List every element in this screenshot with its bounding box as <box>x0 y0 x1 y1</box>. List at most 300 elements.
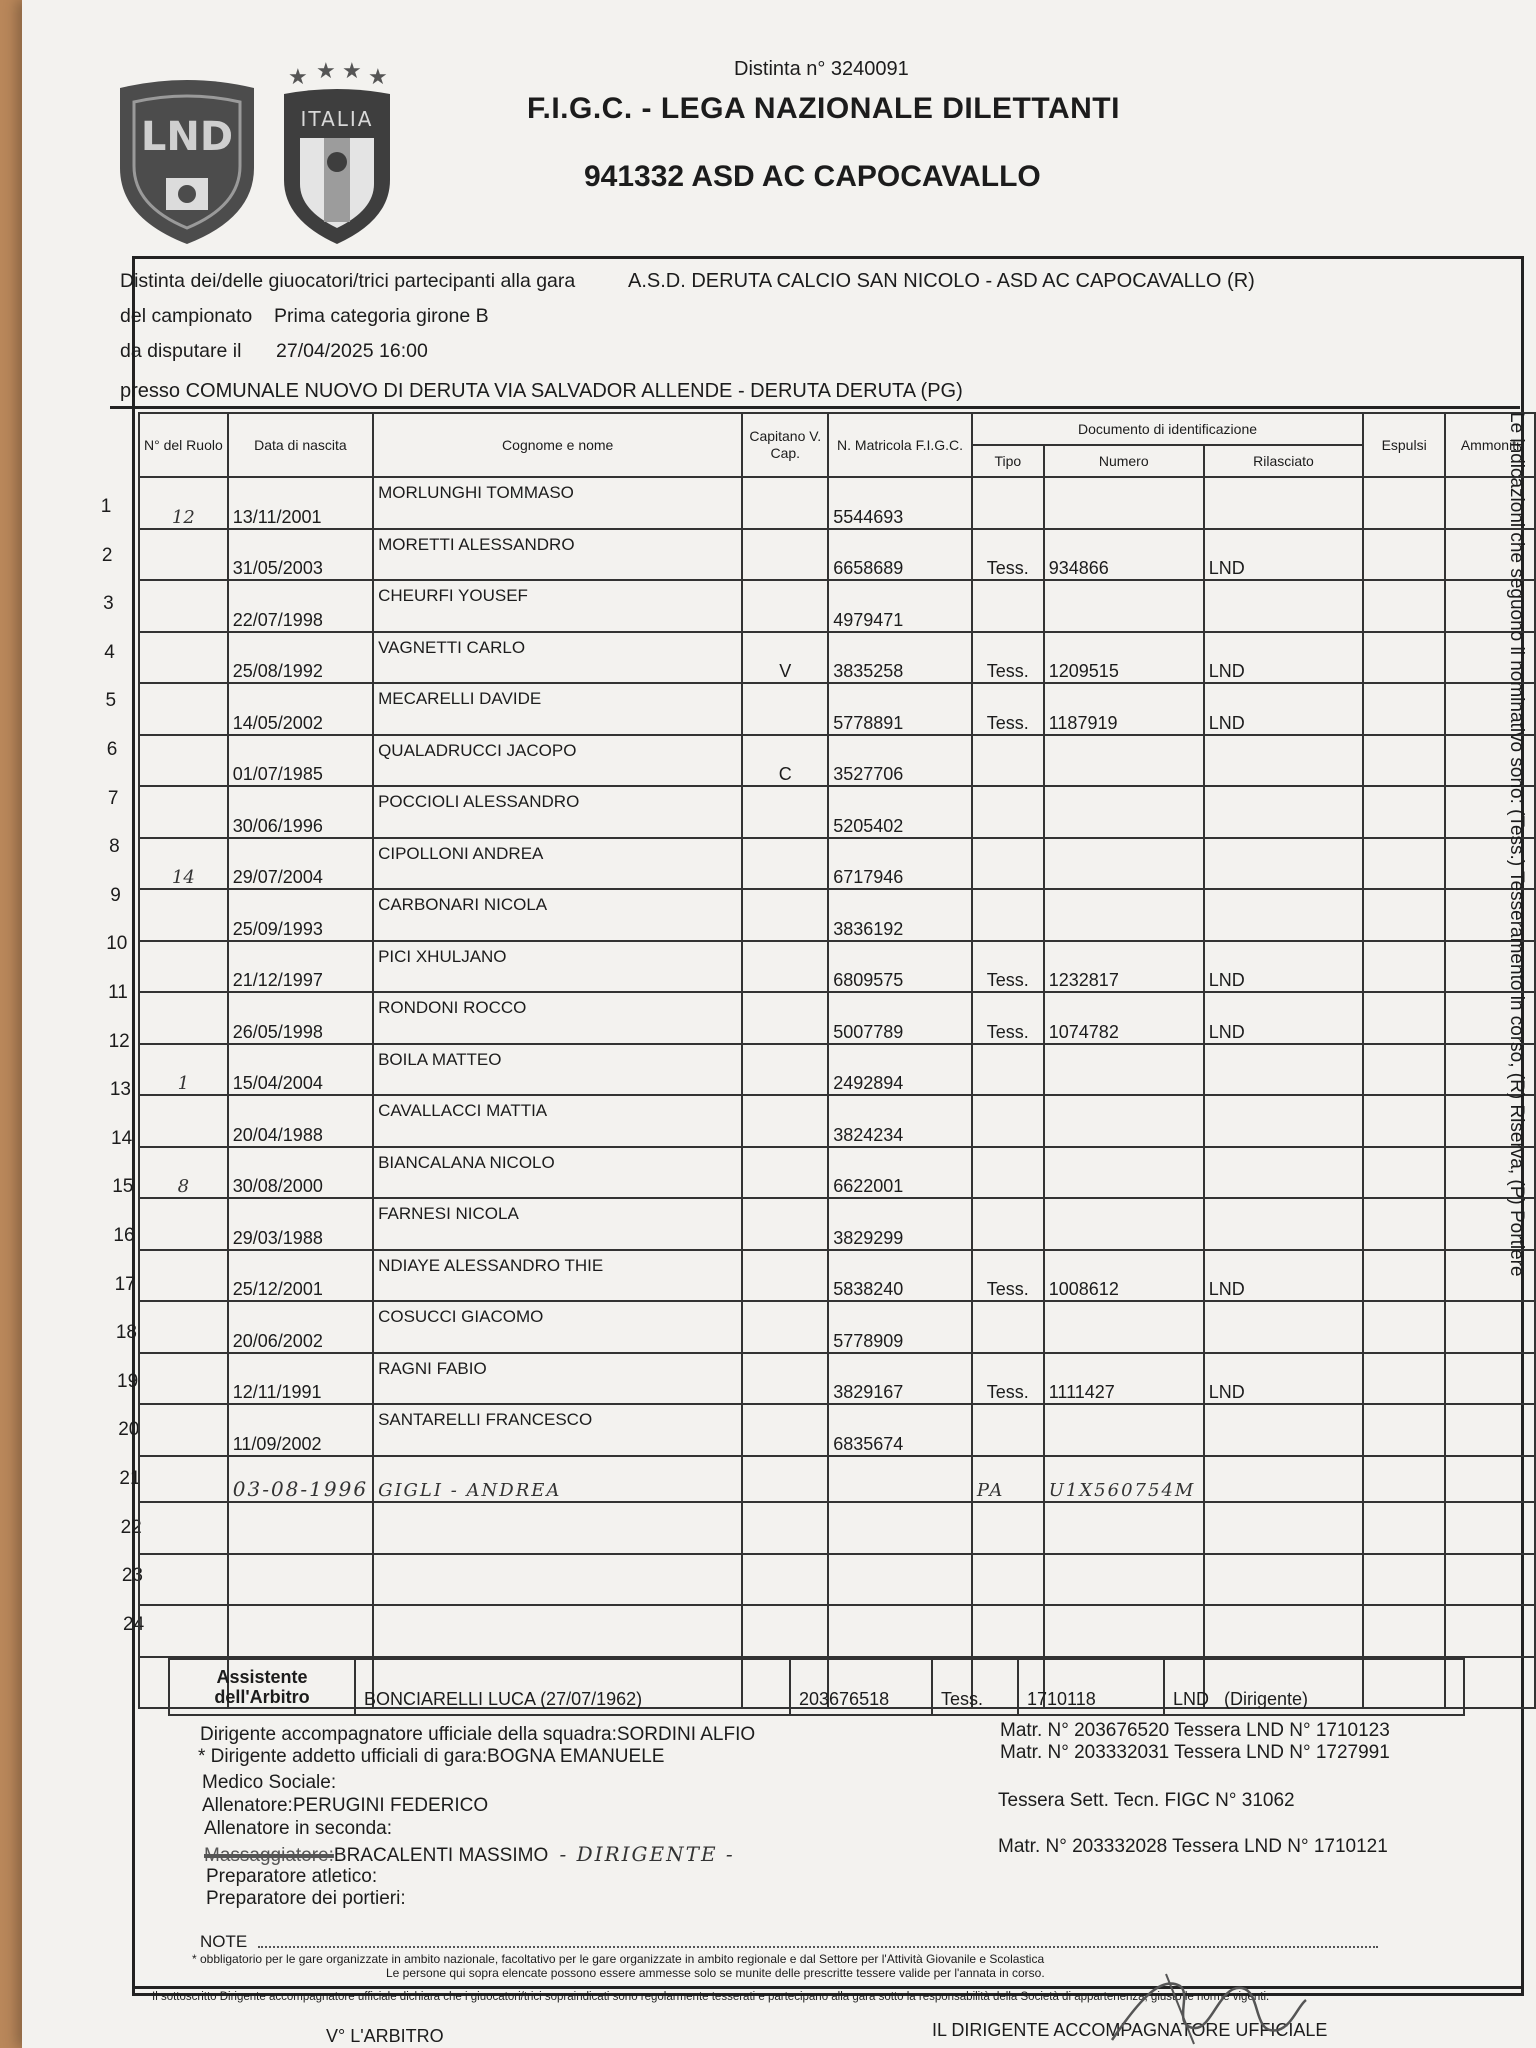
match-teams: A.S.D. DERUTA CALCIO SAN NICOLO - ASD AC CAPOCAVALLO (R) <box>628 270 1255 292</box>
info-divider <box>110 406 1520 409</box>
table-row <box>139 1250 1535 1302</box>
birth-cell: 31/05/2003 <box>228 529 373 581</box>
table-row <box>139 1095 1535 1147</box>
table-row <box>139 786 1535 838</box>
numero-cell <box>1044 1095 1204 1147</box>
espulsi-cell <box>1363 580 1445 632</box>
col-captain: Capitano V. Cap. <box>742 413 828 477</box>
table-row <box>139 992 1535 1044</box>
numero-cell: 1111427 <box>1044 1353 1204 1405</box>
espulsi-cell <box>1363 992 1445 1044</box>
matricola-cell <box>828 1502 972 1554</box>
tipo-cell: Tess. <box>972 632 1044 684</box>
col-ammoniti: Ammoniti <box>1445 413 1535 477</box>
rilasciato-cell <box>1204 1301 1364 1353</box>
tipo-cell <box>972 889 1044 941</box>
numero-cell <box>1044 1605 1204 1657</box>
referee-signature-label: V° L'ARBITRO <box>326 2026 444 2046</box>
rilasciato-cell <box>1204 1605 1364 1657</box>
captain-cell <box>742 1456 828 1503</box>
matricola-cell: 5205402 <box>828 786 972 838</box>
birth-cell <box>228 1605 373 1657</box>
role-cell <box>139 580 228 632</box>
name-cell: CIPOLLONI ANDREA <box>373 838 742 890</box>
matricola-cell: 6622001 <box>828 1147 972 1199</box>
espulsi-cell <box>1363 889 1445 941</box>
numero-cell <box>1044 786 1204 838</box>
tipo-cell <box>972 786 1044 838</box>
birth-cell: 03-08-1996 <box>228 1456 373 1503</box>
rilasciato-cell: LND <box>1204 529 1364 581</box>
matricola-cell: 2492894 <box>828 1044 972 1096</box>
rilasciato-cell: LND <box>1204 941 1364 993</box>
match-date: 27/04/2025 16:00 <box>276 340 428 362</box>
tipo-cell <box>972 1502 1044 1554</box>
birth-cell: 26/05/1998 <box>228 992 373 1044</box>
staff-official: Dirigente accompagnatore ufficiale della squadra:SORDINI ALFIO <box>200 1724 756 1745</box>
name-cell: PICI XHULJANO <box>373 941 742 993</box>
role-cell <box>139 1404 228 1456</box>
distinta-number: Distinta n° 3240091 <box>734 58 909 80</box>
tipo-cell <box>972 838 1044 890</box>
row-number: 8 <box>109 836 120 858</box>
lnd-logo-text: LND <box>140 114 234 160</box>
name-cell: FARNESI NICOLA <box>373 1198 742 1250</box>
captain-cell <box>742 1044 828 1096</box>
name-cell: MORETTI ALESSANDRO <box>373 529 742 581</box>
table-row <box>139 1554 1535 1606</box>
note-line <box>258 1946 1378 1948</box>
tipo-cell: Tess. <box>972 529 1044 581</box>
birth-cell: 14/05/2002 <box>228 683 373 735</box>
numero-cell: 934866 <box>1044 529 1204 581</box>
matricola-cell: 3836192 <box>828 889 972 941</box>
row-number: 18 <box>115 1322 137 1344</box>
row-number: 17 <box>114 1273 136 1295</box>
ammoniti-cell <box>1445 1404 1535 1456</box>
matricola-cell: 6658689 <box>828 529 972 581</box>
matricola-cell: 3527706 <box>828 735 972 787</box>
staff-preparatore-atletico: Preparatore atletico: <box>206 1866 378 1887</box>
staff-massaggiatore <box>204 1842 735 1867</box>
col-matricola: N. Matricola F.I.G.C. <box>828 413 972 477</box>
rilasciato-cell: LND <box>1204 683 1364 735</box>
captain-cell <box>742 786 828 838</box>
rilasciato-cell <box>1204 1198 1364 1250</box>
name-cell <box>373 1502 742 1554</box>
role-cell <box>139 1605 228 1657</box>
table-row <box>139 1605 1535 1657</box>
table-row <box>139 580 1535 632</box>
captain-cell <box>742 580 828 632</box>
name-cell <box>373 1554 742 1606</box>
row-number: 14 <box>111 1127 133 1149</box>
row-number: 16 <box>113 1225 135 1246</box>
role-cell <box>139 1456 228 1503</box>
table-row <box>139 1301 1535 1353</box>
championship-value: Prima categoria girone B <box>274 305 489 327</box>
role-cell <box>139 529 228 581</box>
staff-massaggiatore-ids: Matr. N° 203332028 Tessera LND N° 1710121 <box>998 1836 1388 1857</box>
row-number: 23 <box>121 1565 143 1587</box>
name-cell: VAGNETTI CARLO <box>373 632 742 684</box>
row-number: 7 <box>107 787 119 809</box>
ammoniti-cell <box>1445 1605 1535 1657</box>
document-title: F.I.G.C. - LEGA NAZIONALE DILETTANTI <box>527 92 1120 125</box>
espulsi-cell <box>1363 941 1445 993</box>
role-cell <box>139 683 228 735</box>
captain-cell <box>742 992 828 1044</box>
tipo-cell <box>972 1095 1044 1147</box>
birth-cell: 01/07/1985 <box>228 735 373 787</box>
staff-referee-liaison-ids: Matr. N° 203332031 Tessera LND N° 1727991 <box>1000 1742 1390 1763</box>
ammoniti-cell <box>1445 1301 1535 1353</box>
assistant-numero: 1710118 <box>1018 1659 1164 1715</box>
espulsi-cell <box>1363 1250 1445 1302</box>
row-number: 22 <box>120 1516 142 1538</box>
matricola-cell: 3824234 <box>828 1095 972 1147</box>
numero-cell: 1232817 <box>1044 941 1204 993</box>
table-row <box>139 1147 1535 1199</box>
birth-cell: 29/07/2004 <box>228 838 373 890</box>
name-cell: CAVALLACCI MATTIA <box>373 1095 742 1147</box>
birth-cell: 12/11/1991 <box>228 1353 373 1405</box>
captain-cell <box>742 889 828 941</box>
name-cell: COSUCCI GIACOMO <box>373 1301 742 1353</box>
numero-cell <box>1044 1198 1204 1250</box>
assistant-tipo: Tess. <box>932 1659 1018 1715</box>
ammoniti-cell <box>1445 1502 1535 1554</box>
row-number: 4 <box>104 641 115 663</box>
birth-cell: 20/04/1988 <box>228 1095 373 1147</box>
birth-cell: 25/09/1993 <box>228 889 373 941</box>
matricola-cell <box>828 1554 972 1606</box>
name-cell: NDIAYE ALESSANDRO THIE <box>373 1250 742 1302</box>
role-cell <box>139 1301 228 1353</box>
espulsi-cell <box>1363 1605 1445 1657</box>
name-cell: GIGLI - ANDREA <box>373 1456 742 1503</box>
footnote-declaration: Il sottoscritto Dirigente accompagnatore ufficiale dichiara che i giuocatori/trici sopraindicati sono regolarmente tesserati e partecipano alla gara sotto la responsabilità della Società di appartenenza, giusto le norme vigenti. <box>152 1991 1270 2003</box>
col-document: Documento di identificazione <box>972 413 1363 445</box>
rilasciato-cell <box>1204 1554 1364 1606</box>
captain-cell <box>742 683 828 735</box>
official-signature <box>1102 1966 1312 2048</box>
championship-label: del campionato <box>120 305 253 327</box>
captain-cell <box>742 1250 828 1302</box>
espulsi-cell <box>1363 1353 1445 1405</box>
espulsi-cell <box>1363 1147 1445 1199</box>
numero-cell: 1074782 <box>1044 992 1204 1044</box>
italia-logo-text: ITALIA <box>300 107 374 131</box>
match-venue: presso COMUNALE NUOVO DI DERUTA VIA SALVADOR ALLENDE - DERUTA DERUTA (PG) <box>120 380 963 402</box>
espulsi-cell <box>1363 1554 1445 1606</box>
tipo-cell <box>972 1554 1044 1606</box>
assistant-label: Assistente dell'Arbitro <box>169 1659 355 1715</box>
table-row <box>139 941 1535 993</box>
row-number: 15 <box>112 1176 134 1198</box>
numero-cell <box>1044 1404 1204 1456</box>
role-cell <box>139 992 228 1044</box>
row-number: 6 <box>106 739 118 760</box>
tipo-cell <box>972 1301 1044 1353</box>
table-row <box>139 683 1535 735</box>
col-role: N° del Ruolo <box>139 413 228 477</box>
numero-cell <box>1044 889 1204 941</box>
matricola-cell <box>828 1605 972 1657</box>
tipo-cell: Tess. <box>972 992 1044 1044</box>
espulsi-cell <box>1363 683 1445 735</box>
staff-medico: Medico Sociale: <box>202 1772 337 1793</box>
col-rilasciato: Rilasciato <box>1204 445 1364 477</box>
birth-cell: 15/04/2004 <box>228 1044 373 1096</box>
name-cell: CARBONARI NICOLA <box>373 889 742 941</box>
staff-official-ids: Matr. N° 203676520 Tessera LND N° 1710123 <box>1000 1720 1390 1741</box>
matricola-cell: 5778891 <box>828 683 972 735</box>
col-birth: Data di nascita <box>228 413 373 477</box>
captain-cell: V <box>742 632 828 684</box>
row-number: 24 <box>123 1613 145 1635</box>
row-number: 3 <box>103 593 114 615</box>
captain-cell <box>742 838 828 890</box>
matricola-cell: 3829167 <box>828 1353 972 1405</box>
row-number: 2 <box>101 544 113 566</box>
matricola-cell: 3835258 <box>828 632 972 684</box>
players-label: Distinta dei/delle giuocatori/trici partecipanti alla gara <box>120 270 576 292</box>
table-row <box>139 889 1535 941</box>
svg-text:★: ★ <box>368 65 388 90</box>
role-cell <box>139 1250 228 1302</box>
rilasciato-cell <box>1204 786 1364 838</box>
rilasciato-cell <box>1204 1502 1364 1554</box>
staff-allenatore: Allenatore:PERUGINI FEDERICO <box>202 1795 489 1816</box>
staff-allenatore-ids: Tessera Sett. Tecn. FIGC N° 31062 <box>998 1790 1295 1811</box>
captain-cell <box>742 529 828 581</box>
col-numero: Numero <box>1044 445 1204 477</box>
espulsi-cell <box>1363 1301 1445 1353</box>
birth-cell: 25/08/1992 <box>228 632 373 684</box>
numero-cell <box>1044 838 1204 890</box>
table-row <box>139 477 1535 529</box>
assistant-ril-value: LND <box>1173 1689 1210 1709</box>
rilasciato-cell <box>1204 889 1364 941</box>
assistant-table <box>168 1658 1465 1716</box>
name-cell: RAGNI FABIO <box>373 1353 742 1405</box>
roster-table <box>138 412 1536 1709</box>
numero-cell: 1209515 <box>1044 632 1204 684</box>
rilasciato-cell <box>1204 1044 1364 1096</box>
row-number: 20 <box>118 1419 140 1441</box>
rilasciato-cell <box>1204 1456 1364 1503</box>
date-label: da disputare il <box>120 340 242 362</box>
espulsi-cell <box>1363 735 1445 787</box>
birth-cell: 22/07/1998 <box>228 580 373 632</box>
ammoniti-cell <box>1445 1456 1535 1503</box>
col-tipo: Tipo <box>972 445 1044 477</box>
row-number: 10 <box>106 933 128 955</box>
massaggiatore-hand-note: - DIRIGENTE - <box>559 1842 735 1866</box>
col-espulsi: Espulsi <box>1363 413 1445 477</box>
rilasciato-cell: LND <box>1204 992 1364 1044</box>
numero-cell <box>1044 580 1204 632</box>
numero-cell <box>1044 735 1204 787</box>
tipo-cell <box>972 735 1044 787</box>
massaggiatore-value: BRACALENTI MASSIMO <box>333 1845 549 1866</box>
captain-cell <box>742 1554 828 1606</box>
staff-preparatore-portieri: Preparatore dei portieri: <box>206 1888 406 1909</box>
role-cell <box>139 889 228 941</box>
svg-text:★: ★ <box>342 60 362 84</box>
name-cell: SANTARELLI FRANCESCO <box>373 1404 742 1456</box>
rilasciato-cell <box>1204 838 1364 890</box>
numero-cell: 1187919 <box>1044 683 1204 735</box>
rilasciato-cell <box>1204 477 1364 529</box>
espulsi-cell <box>1363 1456 1445 1503</box>
row-number: 9 <box>110 884 121 906</box>
role-cell <box>139 786 228 838</box>
tipo-cell <box>972 1147 1044 1199</box>
staff-allenatore-seconda: Allenatore in seconda: <box>204 1818 393 1839</box>
role-cell <box>139 941 228 993</box>
role-cell <box>139 632 228 684</box>
matricola-cell: 5778909 <box>828 1301 972 1353</box>
tipo-cell <box>972 1044 1044 1096</box>
official-signature-label: IL DIRIGENTE ACCOMPAGNATORE UFFICIALE <box>932 2020 1328 2040</box>
numero-cell <box>1044 1502 1204 1554</box>
tipo-cell <box>972 1198 1044 1250</box>
matricola-cell: 6717946 <box>828 838 972 890</box>
matricola-cell: 5544693 <box>828 477 972 529</box>
svg-text:★: ★ <box>316 60 336 84</box>
birth-cell: 29/03/1988 <box>228 1198 373 1250</box>
assistant-name: BONCIARELLI LUCA (27/07/1962) <box>355 1659 790 1715</box>
numero-cell <box>1044 1044 1204 1096</box>
numero-cell: U1X560754M <box>1044 1456 1204 1503</box>
massaggiatore-label: Massaggiatore: <box>204 1845 334 1866</box>
espulsi-cell <box>1363 1198 1445 1250</box>
row-number: 21 <box>119 1468 141 1489</box>
rilasciato-cell <box>1204 1404 1364 1456</box>
table-row <box>139 1353 1535 1405</box>
birth-cell <box>228 1554 373 1606</box>
team-title: 941332 ASD AC CAPOCAVALLO <box>584 160 1041 193</box>
role-cell <box>139 1502 228 1554</box>
espulsi-cell <box>1363 838 1445 890</box>
role-cell <box>139 735 228 787</box>
side-legend: Le indicazioni che seguono il nominativo sono: (Tess.) Tesseramento in corso, (R) Riserva, (P) Portiere <box>1506 412 1527 1277</box>
birth-cell: 21/12/1997 <box>228 941 373 993</box>
birth-cell: 11/09/2002 <box>228 1404 373 1456</box>
role-cell <box>139 1198 228 1250</box>
lnd-logo <box>114 78 260 251</box>
espulsi-cell <box>1363 1095 1445 1147</box>
birth-cell: 30/06/1996 <box>228 786 373 838</box>
role-cell: 1 <box>139 1044 228 1096</box>
matricola-cell: 5838240 <box>828 1250 972 1302</box>
tipo-cell: Tess. <box>972 1353 1044 1405</box>
role-cell: 12 <box>139 477 228 529</box>
row-number: 19 <box>117 1370 139 1392</box>
captain-cell <box>742 1198 828 1250</box>
captain-cell <box>742 941 828 993</box>
col-name: Cognome e nome <box>373 413 742 477</box>
birth-cell: 30/08/2000 <box>228 1147 373 1199</box>
captain-cell <box>742 1605 828 1657</box>
row-number: 13 <box>109 1079 131 1101</box>
matricola-cell: 6835674 <box>828 1404 972 1456</box>
captain-cell <box>742 1404 828 1456</box>
name-cell: QUALADRUCCI JACOPO <box>373 735 742 787</box>
table-row <box>139 1044 1535 1096</box>
rilasciato-cell <box>1204 1095 1364 1147</box>
rilasciato-cell: LND <box>1204 1353 1364 1405</box>
role-cell <box>139 1353 228 1405</box>
tipo-cell <box>972 1404 1044 1456</box>
table-row <box>139 1456 1535 1503</box>
assistant-role: (Dirigente) <box>1224 1689 1309 1709</box>
footnote-mandatory: * obbligatorio per le gare organizzate in ambito nazionale, facoltativo per le gare organizzate in ambito regionale e dal Settore per l'Attività Giovanile e Scolastica <box>192 1952 1045 1966</box>
name-cell: CHEURFI YOUSEF <box>373 580 742 632</box>
assistant-matricola: 203676518 <box>790 1659 932 1715</box>
role-cell: 14 <box>139 838 228 890</box>
role-cell <box>139 1554 228 1606</box>
row-number: 12 <box>108 1030 130 1052</box>
captain-cell <box>742 477 828 529</box>
captain-cell <box>742 1502 828 1554</box>
numero-cell <box>1044 1147 1204 1199</box>
assistant-rilasciato <box>1164 1659 1464 1715</box>
name-cell: MORLUNGHI TOMMASO <box>373 477 742 529</box>
staff-referee-liaison: * Dirigente addetto ufficiali di gara:BOGNA EMANUELE <box>198 1746 665 1767</box>
tipo-cell: Tess. <box>972 941 1044 993</box>
captain-cell <box>742 1095 828 1147</box>
birth-cell: 25/12/2001 <box>228 1250 373 1302</box>
espulsi-cell <box>1363 786 1445 838</box>
name-cell: BIANCALANA NICOLO <box>373 1147 742 1199</box>
numero-cell <box>1044 477 1204 529</box>
ammoniti-cell <box>1445 1353 1535 1405</box>
captain-cell: C <box>742 735 828 787</box>
row-number: 11 <box>108 982 128 1003</box>
captain-cell <box>742 1353 828 1405</box>
tipo-cell: Tess. <box>972 1250 1044 1302</box>
matricola-cell: 4979471 <box>828 580 972 632</box>
name-cell: MECARELLI DAVIDE <box>373 683 742 735</box>
bottom-rule <box>132 1986 1522 1989</box>
row-number: 5 <box>105 690 117 712</box>
table-row <box>139 632 1535 684</box>
numero-cell: 1008612 <box>1044 1250 1204 1302</box>
table-row <box>139 1198 1535 1250</box>
tipo-cell <box>972 1605 1044 1657</box>
birth-cell: 20/06/2002 <box>228 1301 373 1353</box>
captain-cell <box>742 1147 828 1199</box>
svg-text:★: ★ <box>288 65 308 90</box>
matricola-cell <box>828 1456 972 1503</box>
rilasciato-cell <box>1204 1147 1364 1199</box>
rilasciato-cell: LND <box>1204 632 1364 684</box>
tipo-cell: Tess. <box>972 683 1044 735</box>
rilasciato-cell <box>1204 735 1364 787</box>
birth-cell <box>228 1502 373 1554</box>
footnote-persons: Le persone qui sopra elencate possono essere ammesse solo se munite delle prescritte tessere valide per l'annata in corso. <box>386 1966 1045 1980</box>
rilasciato-cell <box>1204 580 1364 632</box>
name-cell: POCCIOLI ALESSANDRO <box>373 786 742 838</box>
italia-logo <box>278 60 396 251</box>
espulsi-cell <box>1363 1404 1445 1456</box>
tipo-cell <box>972 580 1044 632</box>
espulsi-cell <box>1363 632 1445 684</box>
table-row <box>139 838 1535 890</box>
